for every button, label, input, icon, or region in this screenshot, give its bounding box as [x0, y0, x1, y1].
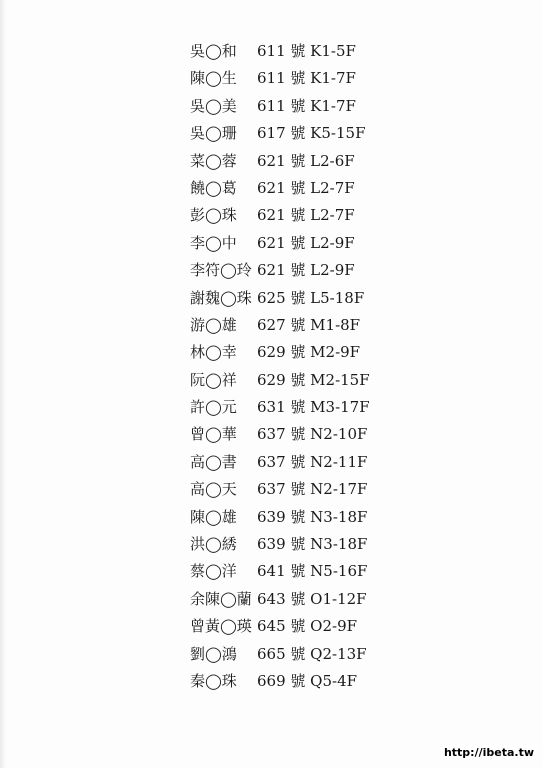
unit-address: 617 號 K5-15F: [257, 124, 366, 143]
resident-name: 高◯書: [190, 452, 237, 471]
unit-address: 627 號 M1-8F: [257, 315, 361, 334]
resident-name: 吳◯和: [190, 42, 237, 60]
resident-name: 陳◯雄: [190, 507, 237, 526]
list-item: [0, 175, 543, 202]
unit-address: 629 號 M2-9F: [257, 343, 361, 362]
list-item: [0, 93, 543, 120]
list-item: [0, 230, 543, 257]
list-item: [0, 613, 543, 640]
resident-list: [0, 38, 543, 695]
list-item: [0, 586, 543, 613]
resident-name: 菜◯蓉: [190, 151, 237, 170]
list-item: [0, 476, 543, 503]
resident-name: 秦◯珠: [190, 671, 237, 690]
unit-address: 621 號 L2-7F: [257, 206, 355, 225]
list-item: [0, 38, 543, 65]
list-item: [0, 394, 543, 421]
list-item: [0, 641, 543, 668]
resident-name: 吳◯美: [190, 96, 237, 115]
unit-address: 645 號 O2-9F: [257, 617, 358, 636]
list-item: [0, 558, 543, 585]
unit-address: 629 號 M2-15F: [257, 370, 370, 389]
unit-address: 631 號 M3-17F: [257, 398, 370, 417]
unit-address: 621 號 L2-6F: [257, 151, 355, 170]
list-item: [0, 312, 543, 339]
resident-name: 游◯雄: [190, 315, 237, 334]
unit-address: 611 號 K1-5F: [257, 42, 356, 60]
unit-address: 625 號 L5-18F: [257, 288, 365, 307]
resident-name: 陳◯生: [190, 69, 237, 88]
unit-address: 637 號 N2-11F: [257, 452, 368, 471]
unit-address: 665 號 Q2-13F: [257, 644, 367, 663]
unit-address: 621 號 L2-9F: [257, 261, 355, 280]
list-item: [0, 421, 543, 448]
resident-name: 許◯元: [190, 398, 237, 417]
resident-name: 劉◯鴻: [190, 644, 237, 663]
resident-name: 洪◯綉: [190, 535, 237, 554]
list-item: [0, 65, 543, 92]
list-item: [0, 339, 543, 366]
resident-name: 蔡◯洋: [190, 562, 237, 581]
resident-name: 高◯天: [190, 480, 237, 499]
watermark: http://ibeta.tw: [441, 745, 537, 760]
list-item: [0, 257, 543, 284]
list-item: [0, 148, 543, 175]
unit-address: 611 號 K1-7F: [257, 69, 356, 88]
unit-address: 643 號 O1-12F: [257, 589, 367, 608]
unit-address: 641 號 N5-16F: [257, 562, 368, 581]
resident-name: 曾黃◯瑛: [190, 617, 252, 636]
unit-address: 639 號 N3-18F: [257, 535, 368, 554]
unit-address: 621 號 L2-9F: [257, 233, 355, 252]
list-item: [0, 668, 543, 695]
unit-address: 669 號 Q5-4F: [257, 671, 358, 690]
list-item: [0, 285, 543, 312]
unit-address: 611 號 K1-7F: [257, 96, 356, 115]
resident-name: 李符◯玲: [190, 261, 252, 280]
unit-address: 621 號 L2-7F: [257, 178, 355, 197]
list-item: [0, 449, 543, 476]
unit-address: 637 號 N2-10F: [257, 425, 368, 444]
resident-name: 吳◯珊: [190, 124, 237, 143]
list-item: [0, 367, 543, 394]
resident-name: 曾◯華: [190, 425, 237, 444]
list-item: [0, 202, 543, 229]
resident-name: 阮◯祥: [190, 370, 237, 389]
resident-name: 謝魏◯珠: [190, 288, 252, 307]
list-item: [0, 504, 543, 531]
resident-name: 彭◯珠: [190, 206, 237, 225]
resident-name: 饒◯葛: [190, 178, 237, 197]
resident-name: 余陳◯蘭: [190, 589, 252, 608]
unit-address: 639 號 N3-18F: [257, 507, 368, 526]
unit-address: 637 號 N2-17F: [257, 480, 368, 499]
list-item: [0, 531, 543, 558]
resident-name: 李◯中: [190, 233, 237, 252]
list-item: [0, 120, 543, 147]
resident-name: 林◯幸: [190, 343, 237, 362]
